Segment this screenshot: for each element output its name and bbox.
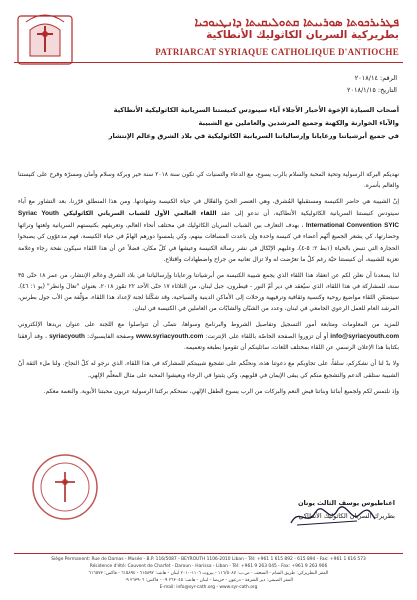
signature-block bbox=[298, 497, 395, 523]
paragraph: للمزيد من المعلومات ومتابعة أمور التسجيل وتفاصيل الشروط والبرنامج وسواها، نتمنّى أن تتواصلوا مع اللجنة على عنوان بريدها الإلكتروني info@syriacyouth.com أو أن تزوروا الصفحة الخاصّة باللقاء على الإنترنت: www.syriacyouth.com وصفحة الفايسبوك: syriacyouth ، وقد أرفقنا بكتابنا هذا الإعلان الرسمي عن اللقاء بمختلف اللغات، سائلينكم أن تقوموا بطبعه وتعميمه. bbox=[18, 322, 400, 352]
letter-body bbox=[18, 170, 399, 403]
footer-divider bbox=[14, 553, 403, 554]
official-seal bbox=[30, 452, 100, 522]
reference-number: الرقم: ٢٠١٨/١٤ bbox=[354, 74, 397, 82]
letter-date: التاريخ: ٢٠١٨/١/١٥ bbox=[347, 86, 397, 94]
website-link[interactable]: www.syriacyouth.com bbox=[136, 333, 204, 341]
arabic-title: بطريركية السريان الكاثوليك الأنطاكية bbox=[206, 29, 399, 41]
signatory-title: بطريرك السريان الكاثوليك الأنطاكي bbox=[298, 512, 395, 520]
footer-summer-ar: المقر الصيفي: دير الشرفة - درعون - حريصا - لبنان - هاتف: ٢٦٣٠٤٥ ٠٩ - فاكس: ٢٦٣٩٠٦ ٠٩ bbox=[124, 578, 293, 583]
addressee-line: والآباء الخوارنة والكهنة وجميع المرشدين والعاملين مع الشبيبة bbox=[198, 119, 399, 127]
footer-address-ar: المقر البطريركي: طريق الشام - المتحف - ص.ب: ١١٦/٥٠٨٧ - بيروت ١١٠٦-٢٠١٠ لبنان - هاتف: ٦١٥٨٩٢ - ٦١٥٨٩٤ - فاكس: ٦١٦٥٧٣ bbox=[88, 571, 329, 576]
footer-contact: E-mail: info@syr-cath.org - www.syr-cath.org bbox=[159, 585, 258, 590]
paragraph: إنّ الشبيبة هي حاضر الكنيسة ومستقبلها المُشرق، وهي العنصر الحيّ والفعّال في حياة الكنيسة وشهادتها. ومن هذا المنطلق قرّرنا، بعد التشاور مع آباء سينودس كنيستنا السريانية الكاثوليكية الأنطاكية، أن ندعو إلى عقد اللقاء العالمي الأول للشباب السرياني الكاثوليكي Syriac Youth International Convention SYIC ، بهدف التعارف بين الشباب السريان الكاثوليك في مختلف أنحاء العالم، وتعريفهم بكنيستهم السريانية ولغتها وتراثها وحضارتها، كي يشعر الجميع أنّهم أعضاء في كنيسة واحدة وإن باعدت المسافات بينهم، وكي يلمسوا دورهم الهامّ في حياة الكنيسة، فهم مدعوّون كي يصبحوا الحجارة التي تنبض بالحياة (١بط ٢: ٥-٤)، وعليهم الإتّكال في نشر رسالة الكنيسة وعيشها في كلّ مكان، فضلاً عن أن هذا اللقاء سيكون نفحة رجاء وعلامة تعزية للشبيبة، أن كنيستنا حيّة رغم كلّ ما تعرّضت له ولا تزال تعانيه من جراح واضطهادات واقتلاع. bbox=[18, 199, 400, 263]
addressee-line: في جميع أبرشياتنا ورعايانا وإرسالياتنا السريانية الكاثوليكية في بلاد الشرق وعالم الإنتشار bbox=[108, 132, 399, 140]
addressee-line: أصحاب السيادة الإخوة الأحبار الأجلاء آباء سينودس كنيستنا السريانية الكاثوليكية الأنطاكية bbox=[113, 106, 399, 114]
header-divider bbox=[14, 62, 403, 63]
paragraph: وإذ نلتمس لكم ولجميع أبنائنا وبناتنا فيض النعم والبركات من الرب يسوع الطفل الإلهي، نمنحكم بركتنا الرسولية عربون محبتنا الأبوية. والنعمة معكم. bbox=[43, 388, 399, 395]
addressee-block bbox=[18, 104, 399, 143]
syriac-title: ܦܛܪܝܪܟܘܬܐ ܣܘܪܝܝܬܐ ܩܬܘܠܝܩܝܬܐ ܕܐܢܛܝܘܟܝܐ bbox=[194, 15, 399, 29]
patriarchate-logo bbox=[16, 10, 74, 68]
email-link[interactable]: info@syriacyouth.com bbox=[330, 333, 400, 341]
paragraph: لذا يسعدنا أن نعلن لكم عن انعقاد هذا اللقاء الذي يجمع شبيبة الكنيسة من أبرشياتنا ورعايانا وإرسالياتنا في بلاد الشرق وعالم الإنتشار، من عمر ١٨ حتّى ٣٥ سنة، للمشاركة في هذا اللقاء، الذي سيُعقد في دير أمّ النور - فيطرون، جبل لبنان، من الثلاثاء ١٧ حتّى الأحد ٢٢ تمّوز ٢٠١٨، بعنوان "تعالَ وانظر" (يو ١: ٤٦). سيتضمّن اللقاء مواضيع روحية وكنسية وثقافية وترفيهية ورحلات إلى الأماكن الدينية والسياحية، وقد شكّلنا لجنة لإعداد هذا اللقاء، مؤلّفة من الأب جول بطرس، المرشد العام للعمل الرعوي الجامعي في لبنان، وعدد من الشبّان والشابّات من العاملين في الكنيسة في لبنان. bbox=[18, 272, 400, 313]
facebook-link[interactable]: syriacyouth bbox=[49, 333, 85, 341]
french-title: PATRIARCAT SYRIAQUE CATHOLIQUE D'ANTIOCHE bbox=[155, 47, 399, 57]
paragraph: نهديكم البركة الرسولية وتحية المحبة والسلام بالرب يسوع، مع الدعاء والتمنيات كي تكون سنة ٢٠١٨ سنة خير وبركة وسلام وأمان ومسرّة وفرح على كنيستنا والعالم بأسره. bbox=[18, 172, 399, 190]
event-name-english: Syriac Youth International Convention SYIC bbox=[18, 210, 399, 230]
footer-address-fr: Siège Permanent: Rue de Damas - Musée - B.P. 116/5087 - BEYROUTH 1106-2010 Liban - Tél: +961 1 615 892 - 615 894 - Fax: +961 1 616 573 bbox=[51, 557, 366, 562]
footer-summer-fr: Résidence d'été: Couvent de Charfet - Daroun - Harissa - Liban - Tél: +961 9 263 045 - Fax: +961 9 263 906 bbox=[89, 564, 328, 569]
event-name-arabic: اللقاء العالمي الأول للشباب السرياني الكاثوليكي bbox=[63, 211, 217, 218]
signatory-name: اغناطيوس يوسف الثالث يونان bbox=[297, 499, 395, 507]
paragraph: ولا بدّ لنا أن نشكركم، سلفاً، على تجاوبكم مع دعوتنا هذه، ونحثّكم على تشجيع شبيبتكم للمشاركة في هذا اللقاء، الذي نرجو له كلّ النجاح. ولنا ملء الثقة أنّ الشبيبة ستلقى الدعم والتشجيع منكم كي يبقى الإيمان في قلوبهم، وكي يثبتوا في الرجاء ويعيشوا المحبة على مثال المعلّم الإلهي. bbox=[18, 361, 399, 379]
